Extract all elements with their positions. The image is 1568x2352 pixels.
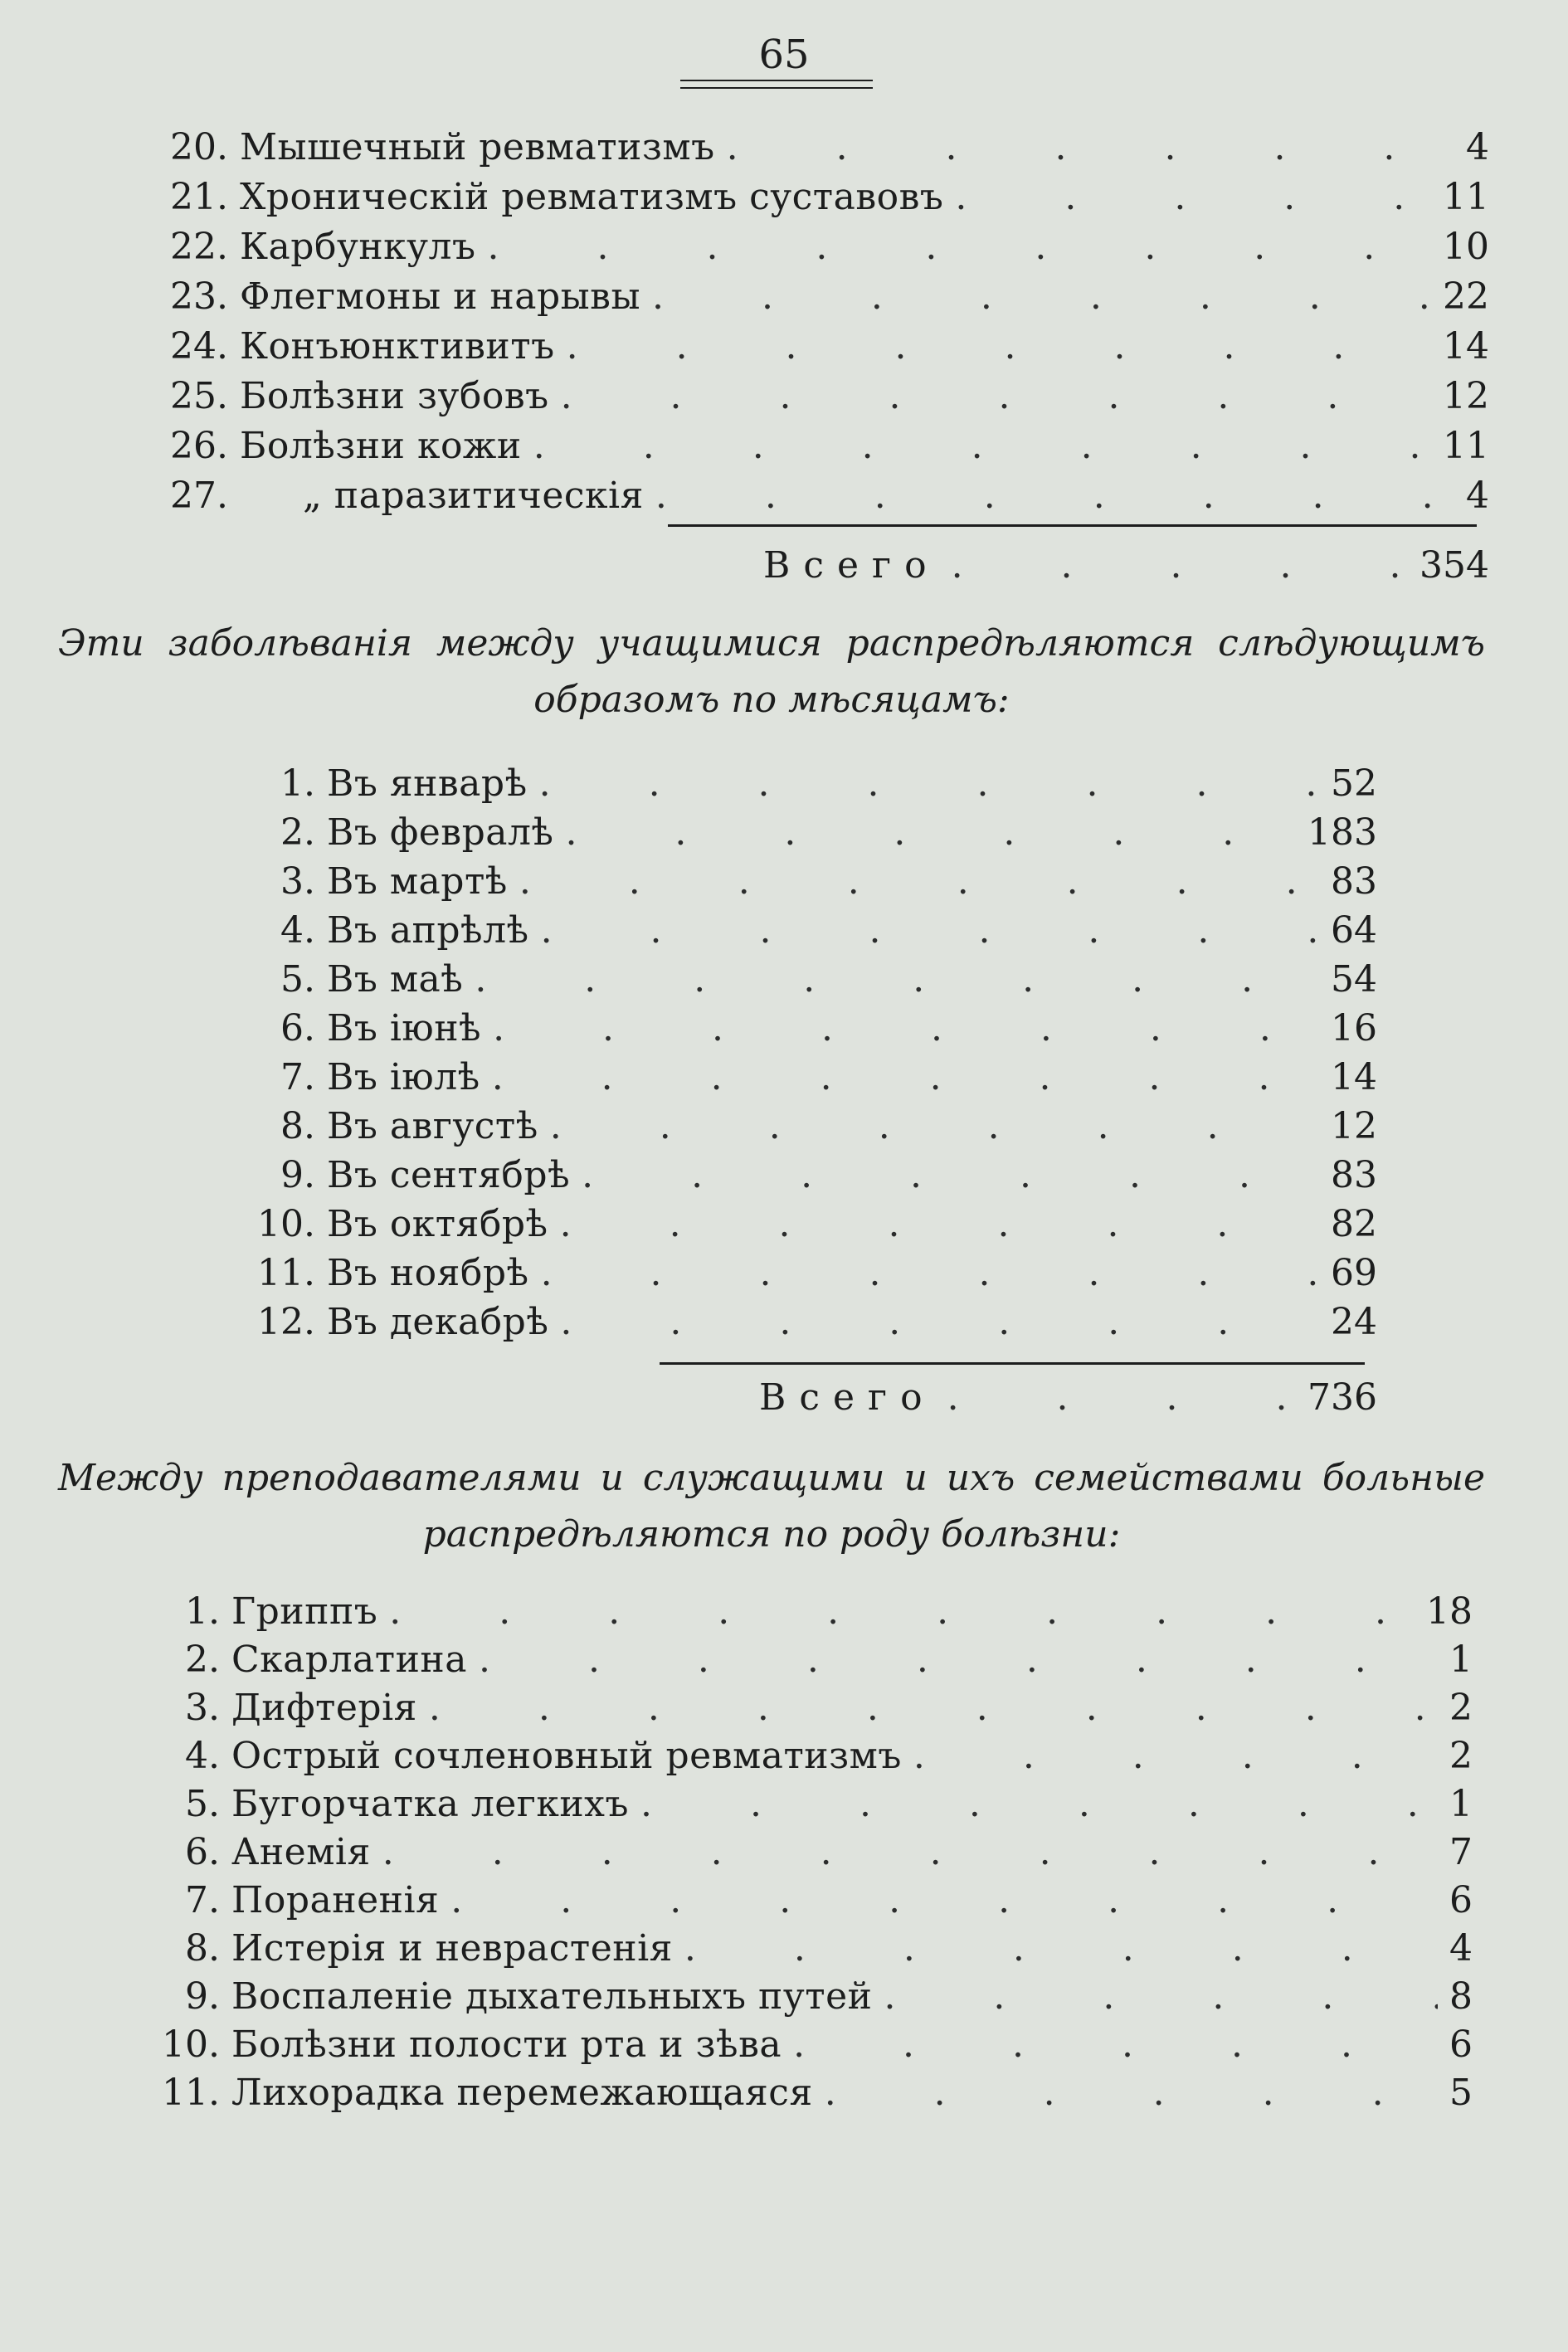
item-label: Въ сентябрѣ <box>327 1154 571 1196</box>
item-label: Истерія и неврастенія <box>231 1927 673 1970</box>
leader-dots <box>825 2068 1438 2118</box>
item-label: Въ октябрѣ <box>327 1203 548 1245</box>
item-label: Бугорчатка легкихъ <box>231 1783 629 1825</box>
item-label: Болѣзни полости рта и зѣва <box>231 2023 782 2066</box>
leader-dots <box>727 123 1454 173</box>
leader-dots <box>539 759 1319 809</box>
leader-dots <box>952 541 1408 591</box>
item-number: 11. <box>162 2072 220 2114</box>
leader-dots <box>947 1373 1296 1423</box>
leader-dots <box>488 222 1432 272</box>
total-label: Всего <box>763 544 940 587</box>
leader-dots <box>541 1249 1319 1298</box>
list-item <box>149 1828 1473 1877</box>
item-number: 22. <box>170 226 228 268</box>
item-label: Въ декабрѣ <box>327 1301 549 1343</box>
leader-dots <box>565 808 1296 858</box>
item-label: Въ мартѣ <box>327 860 508 903</box>
page-number-rule <box>680 80 873 89</box>
item-number: 12. <box>257 1301 315 1343</box>
item-label: Въ ноябрѣ <box>327 1252 529 1294</box>
item-label: Пораненія <box>231 1879 440 1921</box>
item-value: 69 <box>1331 1252 1377 1294</box>
list-item <box>162 222 1489 272</box>
list-item <box>249 857 1377 907</box>
list-item <box>249 955 1377 1005</box>
leader-dots <box>450 1876 1438 1926</box>
item-number: 3. <box>185 1687 220 1729</box>
item-label: Острый сочленовный ревматизмъ <box>231 1735 902 1777</box>
item-value: 11 <box>1443 425 1489 467</box>
item-number: 9. <box>280 1154 315 1196</box>
list-item <box>249 1053 1377 1103</box>
item-value: 12 <box>1443 375 1489 417</box>
item-value: 4 <box>1466 126 1489 168</box>
list-item <box>249 1249 1377 1298</box>
item-value: 6 <box>1449 2023 1473 2066</box>
total-rule <box>668 524 1477 527</box>
leader-dots <box>684 1924 1438 1974</box>
item-number: 25. <box>170 375 228 417</box>
item-number: 11. <box>257 1252 315 1294</box>
item-value: 14 <box>1443 325 1489 368</box>
item-label: Болѣзни кожи <box>240 425 522 467</box>
item-value: 83 <box>1331 1154 1377 1196</box>
list-item <box>149 2020 1473 2070</box>
total-label: Всего <box>759 1376 936 1419</box>
leader-dots <box>492 1053 1319 1103</box>
item-number: 1. <box>280 762 315 805</box>
item-number: 10. <box>162 2023 220 2066</box>
item-value: 10 <box>1443 226 1489 268</box>
item-value: 16 <box>1331 1007 1377 1049</box>
list-item <box>249 1004 1377 1054</box>
leader-dots <box>389 1587 1415 1637</box>
list-item <box>249 759 1377 809</box>
leader-dots <box>561 372 1431 421</box>
list-item <box>149 1780 1473 1829</box>
item-number: 24. <box>170 325 228 368</box>
list-item <box>249 1298 1377 1347</box>
leader-dots <box>913 1731 1438 1781</box>
leader-dots <box>582 1151 1319 1200</box>
item-value: 22 <box>1443 275 1489 318</box>
item-label: Гриппъ <box>231 1590 378 1633</box>
intro-paragraph-staff: Между преподавателями и служащими и ихъ семействами больные распредѣляются по роду болѣзни: <box>58 1457 1485 1556</box>
item-value: 82 <box>1331 1203 1377 1245</box>
item-label: Хроническій ревматизмъ суставовъ <box>240 176 944 218</box>
list-item <box>149 1731 1473 1781</box>
item-label: Мышечный ревматизмъ <box>240 126 715 168</box>
item-value: 5 <box>1449 2072 1473 2114</box>
item-value: 2 <box>1449 1735 1473 1777</box>
list-item <box>149 1876 1473 1926</box>
item-value: 18 <box>1426 1590 1473 1633</box>
leader-dots <box>567 322 1431 372</box>
item-value: 2 <box>1449 1687 1473 1729</box>
list-item <box>249 1200 1377 1249</box>
item-label: Лихорадка перемежающаяся <box>231 2072 813 2114</box>
leader-dots <box>493 1004 1319 1054</box>
item-value: 11 <box>1443 176 1489 218</box>
item-number: 27. <box>170 475 228 517</box>
list-item <box>162 372 1489 421</box>
item-label: Воспаленіе дыхательныхъ путей <box>231 1975 873 2018</box>
list-item <box>249 1102 1377 1152</box>
leader-dots <box>519 857 1319 907</box>
item-number: 7. <box>185 1879 220 1921</box>
list-item <box>162 173 1489 222</box>
list-item <box>149 1635 1473 1685</box>
total-row <box>763 541 1489 591</box>
item-value: 7 <box>1449 1831 1473 1873</box>
item-number: 9. <box>185 1975 220 2018</box>
leader-dots <box>655 471 1454 521</box>
leader-dots <box>550 1102 1319 1152</box>
leader-dots <box>479 1635 1438 1685</box>
item-number: 1. <box>185 1590 220 1633</box>
item-value: 8 <box>1449 1975 1473 2018</box>
item-label: Въ іюлѣ <box>327 1056 480 1098</box>
item-label: Дифтерія <box>231 1687 417 1729</box>
list-item <box>149 1972 1473 2022</box>
item-number: 2. <box>280 811 315 854</box>
item-value: 54 <box>1331 958 1377 1001</box>
leader-dots <box>884 1972 1438 2022</box>
leader-dots <box>560 1200 1319 1249</box>
item-number: 4. <box>185 1735 220 1777</box>
item-label: Болѣзни зубовъ <box>240 375 549 417</box>
item-value: 1 <box>1449 1639 1473 1681</box>
item-label: Карбункулъ <box>240 226 476 268</box>
item-value: 1 <box>1449 1783 1473 1825</box>
item-number: 21. <box>170 176 228 218</box>
list-item <box>249 1151 1377 1200</box>
item-value: 83 <box>1331 860 1377 903</box>
item-label: Въ маѣ <box>327 958 464 1001</box>
total-rule <box>660 1362 1365 1365</box>
item-value: 12 <box>1331 1105 1377 1147</box>
item-value: 4 <box>1449 1927 1473 1970</box>
item-value: 183 <box>1307 811 1377 854</box>
item-number: 5. <box>185 1783 220 1825</box>
item-label: Анемія <box>231 1831 371 1873</box>
item-label: Въ іюнѣ <box>327 1007 482 1049</box>
list-item <box>162 123 1489 173</box>
list-item <box>162 272 1489 322</box>
item-number: 20. <box>170 126 228 168</box>
list-item <box>249 906 1377 956</box>
item-number: 7. <box>280 1056 315 1098</box>
item-label: „ паразитическія <box>303 475 644 517</box>
list-item <box>149 1587 1473 1637</box>
item-number: 4. <box>280 909 315 952</box>
item-number: 6. <box>185 1831 220 1873</box>
item-number: 8. <box>185 1927 220 1970</box>
leader-dots <box>955 173 1431 222</box>
list-item <box>162 421 1489 471</box>
item-number: 8. <box>280 1105 315 1147</box>
item-number: 5. <box>280 958 315 1001</box>
item-label: Конъюнктивитъ <box>240 325 555 368</box>
item-label: Въ январѣ <box>327 762 528 805</box>
list-item <box>149 1924 1473 1974</box>
leader-dots <box>429 1683 1438 1733</box>
list-item <box>149 1683 1473 1733</box>
item-label: Въ февралѣ <box>327 811 554 854</box>
item-value: 64 <box>1331 909 1377 952</box>
leader-dots <box>475 955 1319 1005</box>
item-number: 6. <box>280 1007 315 1049</box>
intro-paragraph-months: Эти заболѣванія между учащимися распредѣляются слѣдующимъ образомъ по мѣсяцамъ: <box>58 622 1485 721</box>
total-value: 736 <box>1307 1376 1377 1419</box>
leader-dots <box>382 1828 1438 1877</box>
item-number: 10. <box>257 1203 315 1245</box>
total-value: 354 <box>1419 544 1489 587</box>
leader-dots <box>793 2020 1438 2070</box>
item-label: Въ апрѣлѣ <box>327 909 529 952</box>
leader-dots <box>533 421 1431 471</box>
item-label: Въ августѣ <box>327 1105 538 1147</box>
list-item <box>162 322 1489 372</box>
item-number: 2. <box>185 1639 220 1681</box>
total-row <box>759 1373 1377 1423</box>
item-value: 24 <box>1331 1301 1377 1343</box>
leader-dots <box>640 1780 1438 1829</box>
item-value: 6 <box>1449 1879 1473 1921</box>
page-number: 65 <box>758 32 810 78</box>
item-number: 3. <box>280 860 315 903</box>
item-number: 23. <box>170 275 228 318</box>
leader-dots <box>652 272 1431 322</box>
item-label: Скарлатина <box>231 1639 467 1681</box>
item-number: 26. <box>170 425 228 467</box>
list-item <box>149 2068 1473 2118</box>
item-value: 4 <box>1466 475 1489 517</box>
leader-dots <box>541 906 1319 956</box>
item-value: 52 <box>1331 762 1377 805</box>
item-label: Флегмоны и нарывы <box>240 275 640 318</box>
item-value: 14 <box>1331 1056 1377 1098</box>
list-item <box>249 808 1377 858</box>
leader-dots <box>560 1298 1319 1347</box>
list-item <box>162 471 1489 521</box>
